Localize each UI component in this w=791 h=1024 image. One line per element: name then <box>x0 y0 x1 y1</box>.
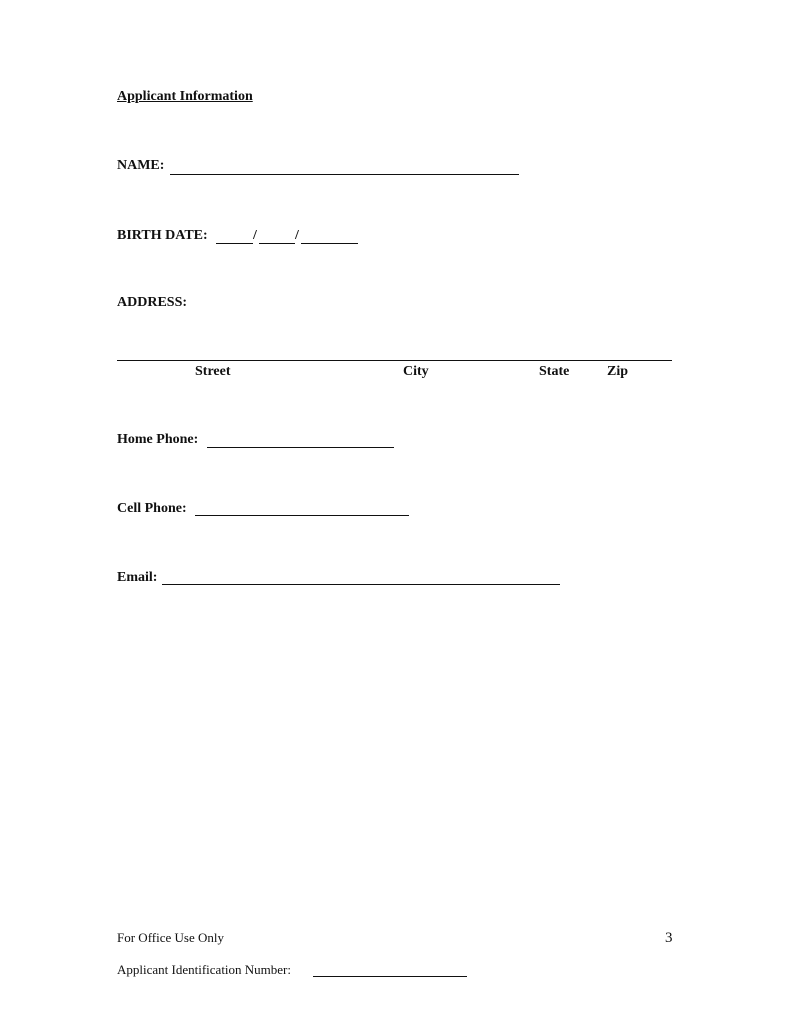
address-field-line[interactable] <box>117 360 672 361</box>
cell-phone-label: Cell Phone: <box>117 501 187 516</box>
address-street-label: Street <box>195 364 231 379</box>
birth-date-separator-1: / <box>253 228 257 243</box>
birth-day-line[interactable] <box>259 243 295 244</box>
address-zip-label: Zip <box>607 364 629 379</box>
cell-phone-field-line[interactable] <box>195 515 409 516</box>
home-phone-label: Home Phone: <box>117 432 199 447</box>
applicant-id-field-line[interactable] <box>313 976 467 977</box>
email-field-line[interactable] <box>162 584 560 585</box>
birth-date-label: BIRTH DATE: <box>117 228 208 243</box>
name-field-line[interactable] <box>170 174 519 175</box>
home-phone-field-line[interactable] <box>207 447 394 448</box>
page-number: 3 <box>665 930 673 946</box>
address-city-label: City <box>403 364 429 379</box>
address-state-label: State <box>539 364 570 379</box>
applicant-id-label: Applicant Identification Number: <box>117 962 292 977</box>
birth-month-line[interactable] <box>216 243 253 244</box>
office-use-label: For Office Use Only <box>117 930 224 945</box>
address-label: ADDRESS: <box>117 295 188 310</box>
section-heading: Applicant Information <box>117 89 253 104</box>
email-label: Email: <box>117 570 158 585</box>
birth-year-line[interactable] <box>301 243 358 244</box>
name-label: NAME: <box>117 158 165 173</box>
birth-date-separator-2: / <box>295 228 299 243</box>
